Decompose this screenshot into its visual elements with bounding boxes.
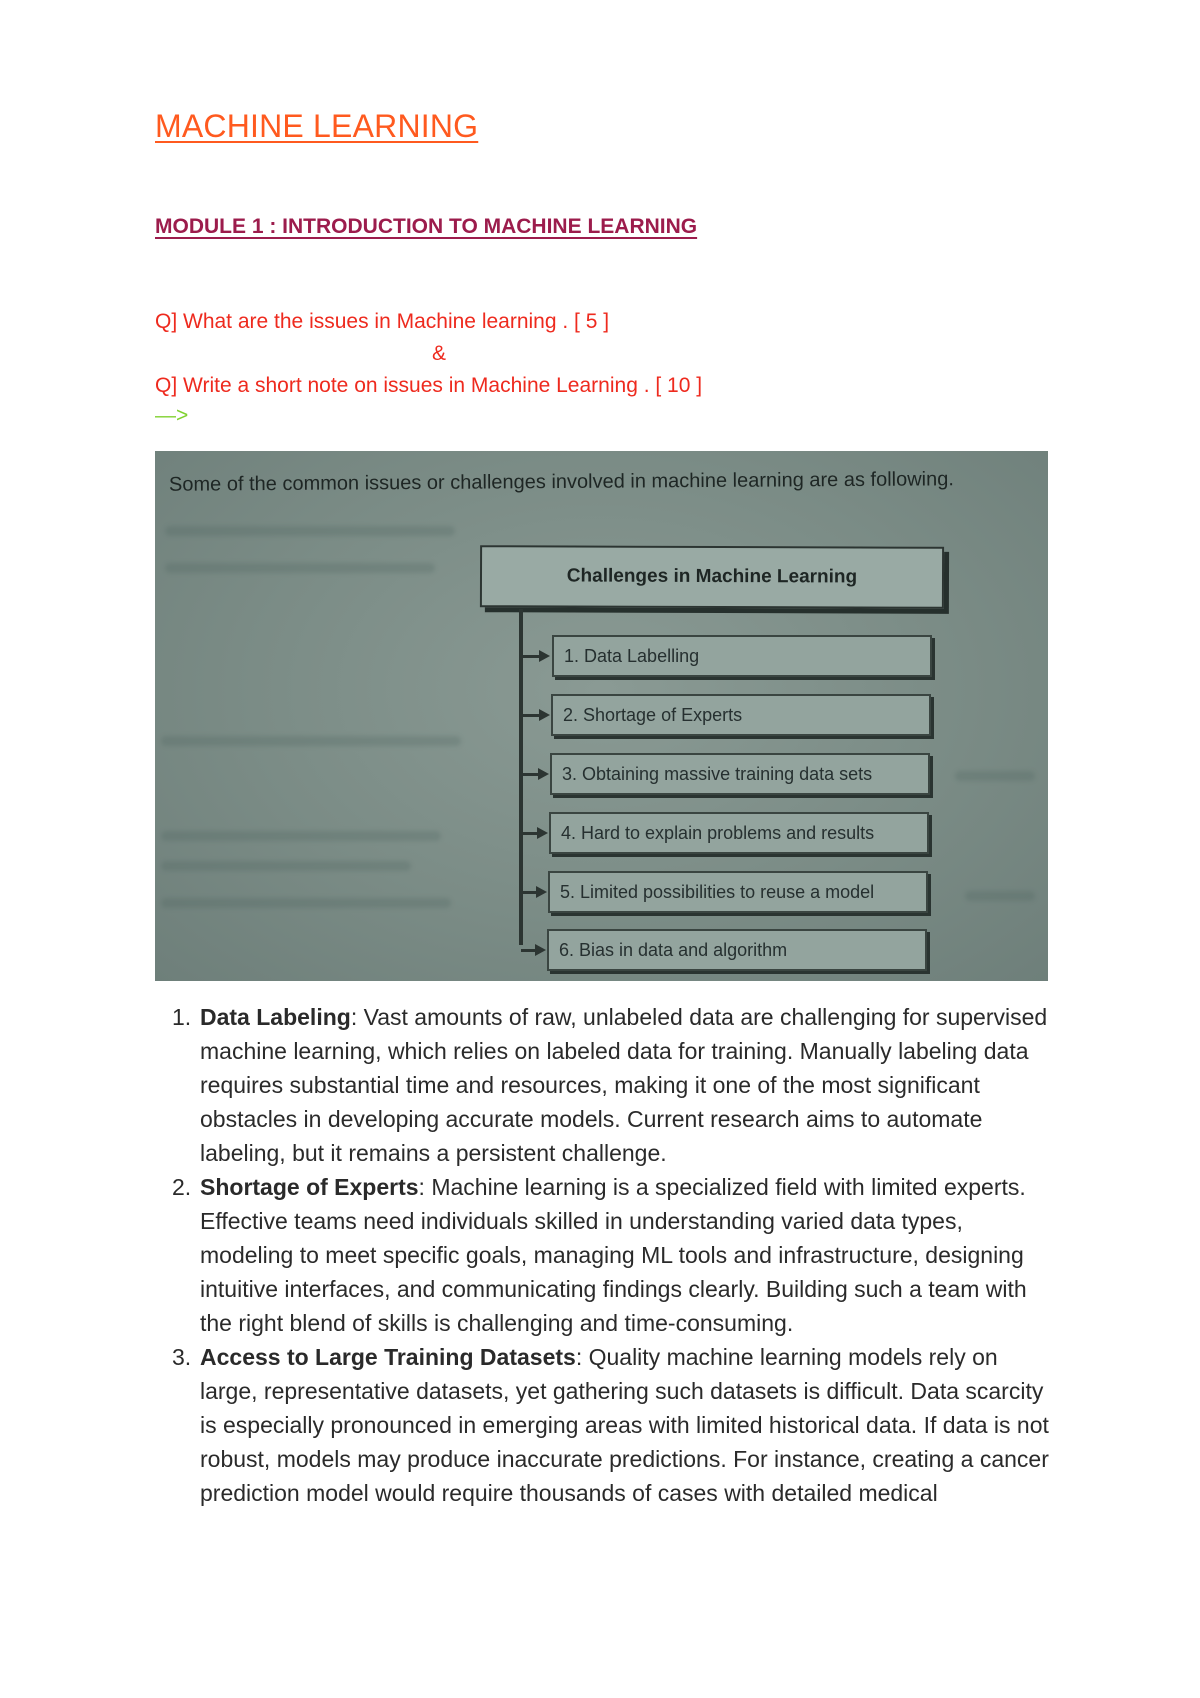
issues-list bbox=[155, 1000, 1055, 1510]
list-item bbox=[155, 1000, 1055, 1170]
arrow-right-icon bbox=[538, 768, 549, 780]
arrow-right-icon bbox=[536, 886, 547, 898]
issue-description: : Vast amounts of raw, unlabeled data are challenging for supervised machine learning, which relies on labeled data for training. Manually labeling data requires substantial time and resources, making it one of the most significant obstacles in developing accurate models. Current research aims to automate labeling, but it remains a persistent challenge. bbox=[200, 1004, 1048, 1166]
challenges-figure-photo bbox=[155, 451, 1048, 981]
bleed-through-line bbox=[161, 736, 461, 746]
figure-connector-branch bbox=[521, 891, 536, 894]
figure-item-box: 6. Bias in data and algorithm bbox=[547, 929, 927, 971]
figure-item-box: 3. Obtaining massive training data sets bbox=[550, 753, 930, 795]
figure-caption: Some of the common issues or challenges involved in machine learning are as following. bbox=[168, 468, 954, 496]
arrow-right-icon bbox=[537, 827, 548, 839]
figure-connector-branch bbox=[521, 655, 539, 658]
list-item-number: 1. bbox=[172, 1004, 192, 1030]
question-two: Q] Write a short note on issues in Machine Learning . [ 10 ] bbox=[155, 374, 703, 397]
module-heading: MODULE 1 : INTRODUCTION TO MACHINE LEARNING bbox=[155, 215, 698, 238]
figure-item-box: 4. Hard to explain problems and results bbox=[549, 812, 929, 854]
issue-term: Access to Large Training Datasets bbox=[200, 1344, 576, 1370]
figure-connector-branch bbox=[521, 773, 538, 776]
figure-item-box: 1. Data Labelling bbox=[552, 635, 932, 677]
bleed-through-line bbox=[161, 898, 451, 908]
figure-item-box: 2. Shortage of Experts bbox=[551, 694, 931, 736]
bleed-through-line bbox=[161, 861, 411, 871]
arrow-right-icon bbox=[539, 650, 550, 662]
bleed-through-line bbox=[965, 891, 1035, 901]
list-item bbox=[155, 1340, 1055, 1510]
list-item-number: 2. bbox=[172, 1174, 192, 1200]
issue-term: Data Labeling bbox=[200, 1004, 351, 1030]
issue-description: : Quality machine learning models rely on large, representative datasets, yet gathering such datasets is difficult. Data scarcity is especially pronounced in emerging areas with limited historical data. If data is not robust, models may produce inaccurate predictions. For instance, creating a cancer prediction model would require thousands of cases with detailed medical bbox=[200, 1344, 1049, 1506]
figure-connector-branch bbox=[521, 714, 539, 717]
bleed-through-line bbox=[165, 526, 455, 536]
bleed-through-line bbox=[165, 563, 435, 573]
issue-term: Shortage of Experts bbox=[200, 1174, 419, 1200]
list-item-number: 3. bbox=[172, 1344, 192, 1370]
issue-description: : Machine learning is a specialized field with limited experts. Effective teams need individuals skilled in understanding varied data types, modeling to meet specific goals, managing ML tools and infrastructure, designing intuitive interfaces, and communicating findings clearly. Building such a team with the right blend of skills is challenging and time-consuming. bbox=[200, 1174, 1027, 1336]
figure-main-box: Challenges in Machine Learning bbox=[480, 545, 944, 609]
list-item bbox=[155, 1170, 1055, 1340]
bleed-through-line bbox=[161, 831, 441, 841]
answer-arrow: —> bbox=[155, 404, 189, 427]
figure-connector-trunk bbox=[519, 609, 523, 945]
question-separator: & bbox=[432, 342, 447, 365]
question-one: Q] What are the issues in Machine learning . [ 5 ] bbox=[155, 310, 610, 333]
bleed-through-line bbox=[955, 771, 1035, 781]
figure-connector-branch bbox=[521, 832, 537, 835]
figure-item-box: 5. Limited possibilities to reuse a model bbox=[548, 871, 928, 913]
document-title: MACHINE LEARNING bbox=[155, 108, 479, 144]
figure-connector-branch bbox=[521, 949, 535, 952]
arrow-right-icon bbox=[539, 709, 550, 721]
arrow-right-icon bbox=[535, 944, 546, 956]
